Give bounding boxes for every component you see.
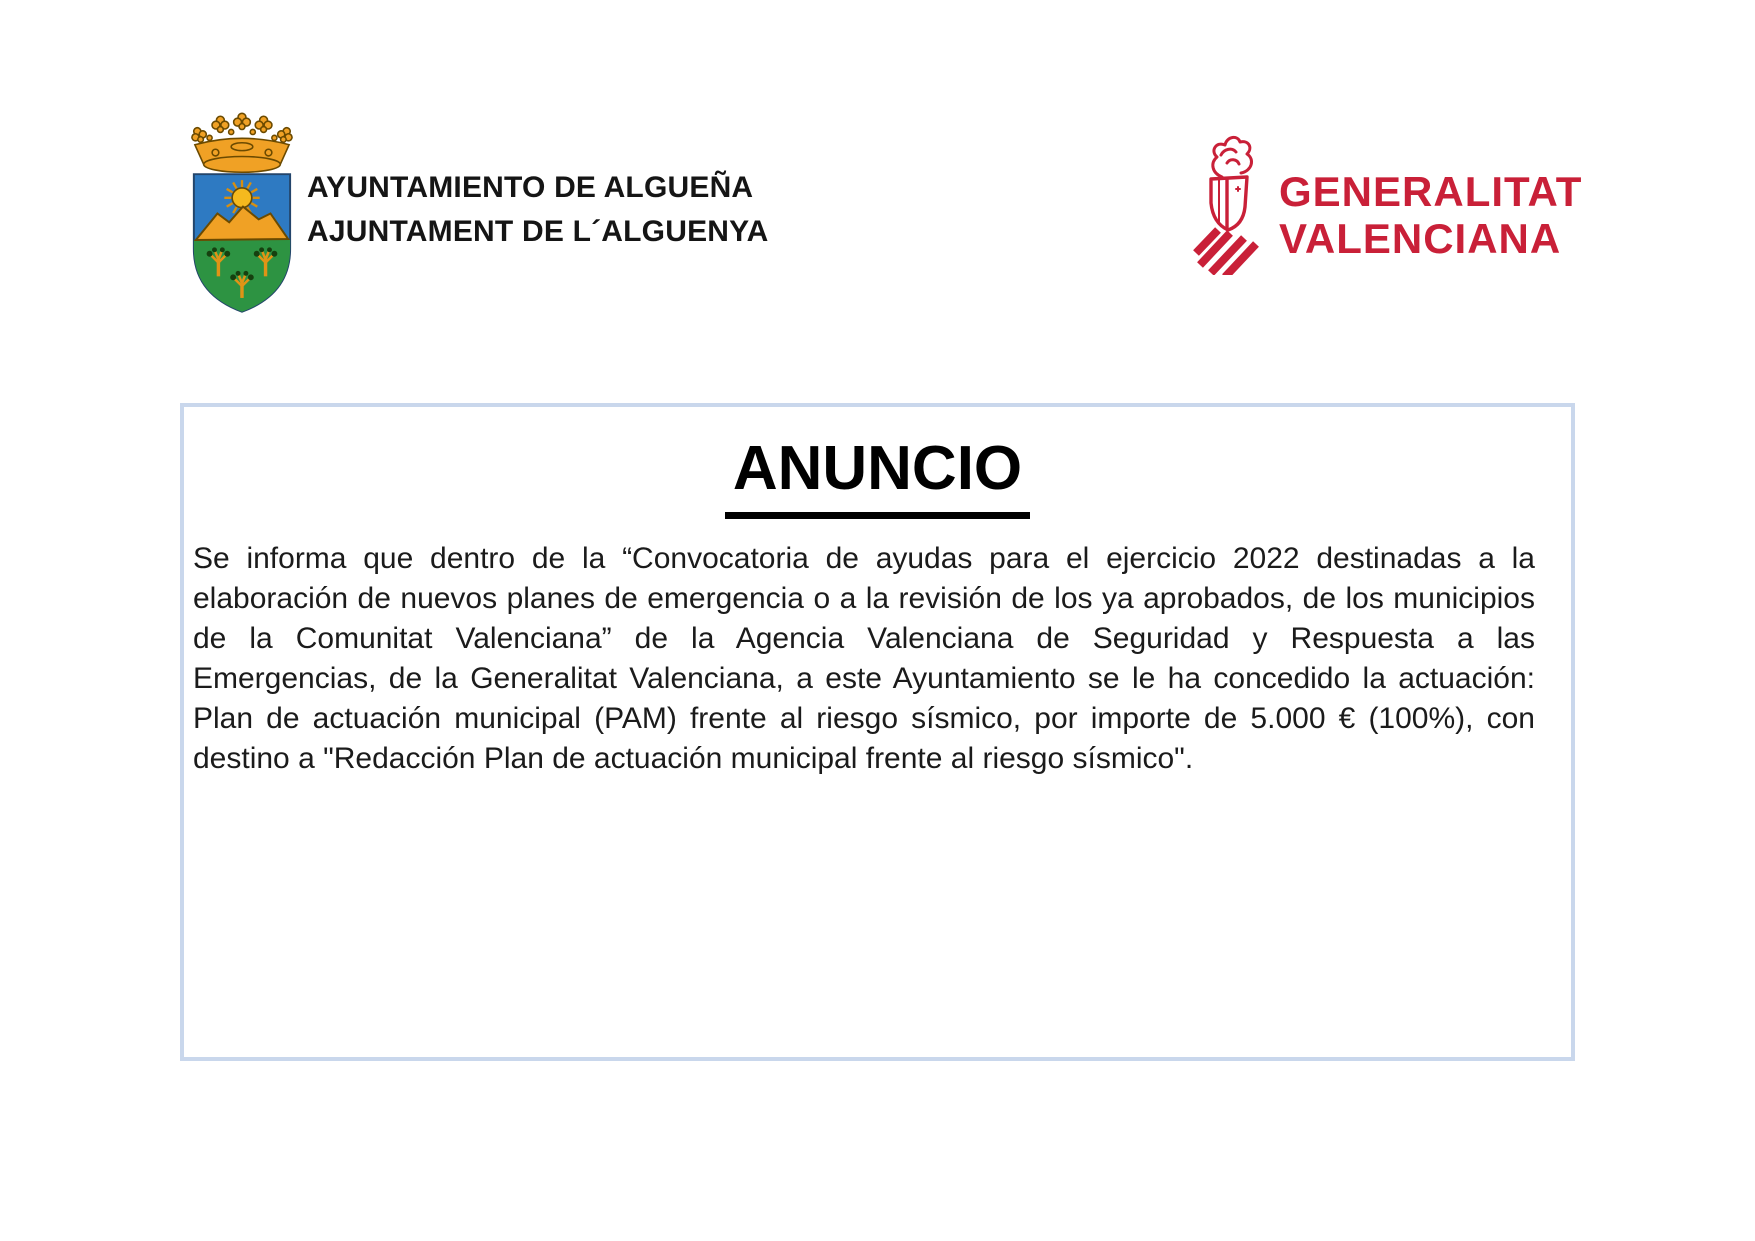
- alguena-coat-of-arms-icon: [186, 110, 296, 315]
- shield-icon: [194, 174, 290, 311]
- page-title: [184, 433, 1571, 519]
- announcement-box: [180, 403, 1575, 1061]
- generalitat-valenciana-logo: [1193, 133, 1582, 275]
- announcement-body-text: Se informa que dentro de la “Convocatoria de ayudas para el ejercicio 2022 destinadas a la elaboración de nuevos planes de emergencia o a la revisión de los ya aprobados, de los municipios de la Comunitat Valenciana” de la Agencia Valenciana de Seguridad y Respuesta a las Emergencias, de la Generalitat Valenciana, a este Ayuntamiento se le ha concedido la actuación: Plan de actuación municipal (PAM) frente al riesgo sísmico, por importe de 5.000 € (100%), con destino a "Redacción Plan de actuación municipal frente al riesgo sísmico".: [193, 542, 1535, 775]
- generalitat-valenciana-emblem-icon: [1193, 133, 1263, 275]
- page-title-text: ANUNCIO: [725, 433, 1030, 519]
- municipality-name-spanish: AYUNTAMIENTO DE ALGUEÑA: [307, 171, 754, 204]
- municipality-name-valencian: AJUNTAMENT DE L´ALGUENYA: [307, 215, 769, 248]
- crown-icon: [189, 113, 295, 172]
- municipality-names: [307, 166, 768, 254]
- generalitat-wordmark-line2: VALENCIANA: [1279, 215, 1562, 262]
- generalitat-wordmark-line1: GENERALITAT: [1279, 168, 1583, 215]
- generalitat-wordmark: [1279, 168, 1582, 262]
